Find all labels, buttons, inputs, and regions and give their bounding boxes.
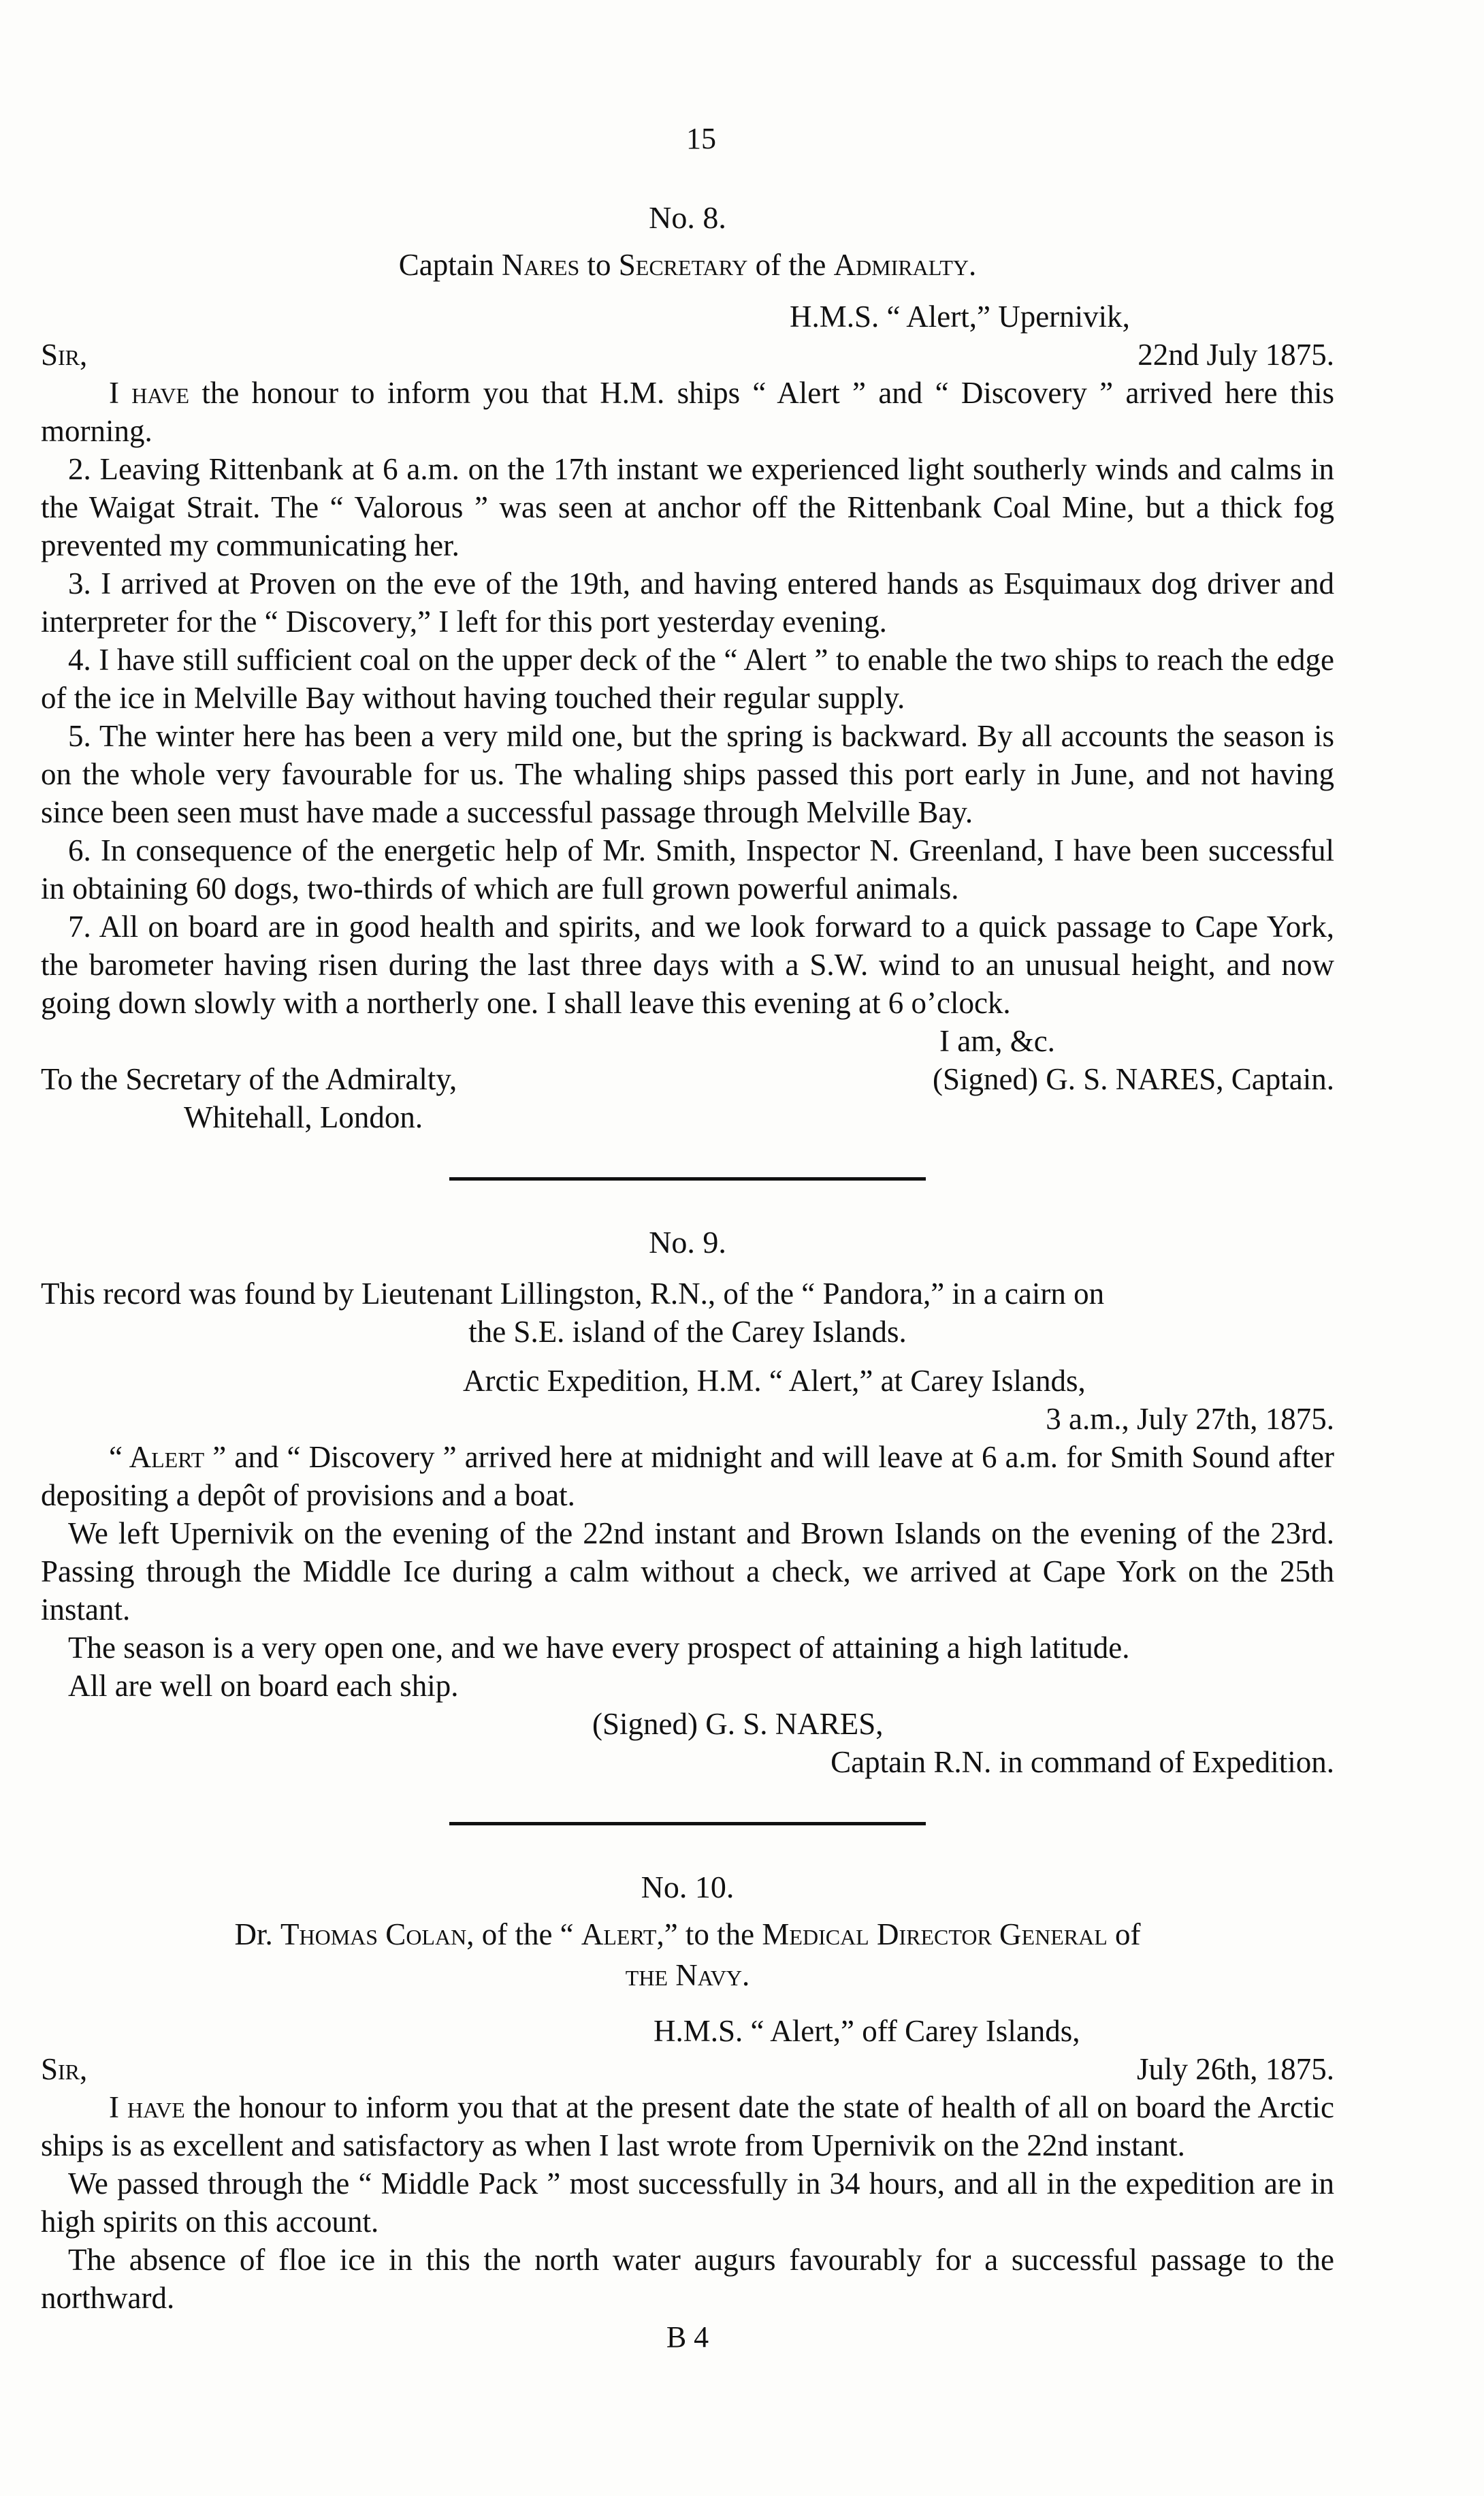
letter-10-para-3: The absence of floe ice in this the north water augurs favourably for a successful passage to the northward. — [41, 2243, 1334, 2315]
signature-mark: B 4 — [666, 2320, 709, 2354]
heading-ship: Alert — [581, 1917, 657, 1951]
section-number-9: No. 9. — [649, 1225, 726, 1260]
letter-10-date: July 26th, 1875. — [1136, 2052, 1334, 2086]
heading-text: Dr. — [234, 1917, 280, 1951]
recipient: To the Secretary of the Admiralty, — [41, 1062, 457, 1096]
heading-text: to — [579, 248, 619, 282]
letter-9-date: 3 a.m., July 27th, 1875. — [1046, 1402, 1334, 1436]
letter-8-para-1 — [41, 374, 1334, 450]
letter-9-para-1 — [41, 1438, 1334, 1514]
heading-director: Medical Director General — [762, 1917, 1108, 1951]
opening-words: “ Alert — [109, 1440, 205, 1474]
section-divider — [449, 1822, 926, 1825]
heading-text: of the — [747, 248, 834, 282]
heading-text: , of the “ — [466, 1917, 581, 1951]
letter-9-signature-title: Captain R.N. in command of Expedition. — [830, 1745, 1334, 1779]
letter-9-para-3: The season is a very open one, and we have every prospect of attaining a high latitude. — [68, 1631, 1130, 1665]
heading-secretary: Secretary — [618, 248, 748, 282]
opening-words: I have — [109, 376, 190, 410]
heading-name: Nares — [501, 248, 580, 282]
letter-9-para-2: We left Upernivik on the evening of the 22nd instant and Brown Islands on the evening of the 23rd. Passing through the Middle Ice during a calm without a check, we arrived at Cape York on the 25th instant. — [41, 1516, 1334, 1627]
page-number: 15 — [686, 122, 716, 155]
letter-8-para-3: 3. I arrived at Proven on the eve of the 19th, and having entered hands as Esquimaux dog driver and interpreter for the “ Discovery,” I left for this port yesterday evening. — [41, 566, 1334, 639]
para-text: the honour to inform you that at the present date the state of health of all on board the Arctic ships is as excellent and satisfactory as when I last wrote from Upernivik on the 22nd instant. — [41, 2090, 1334, 2162]
recipient-location: Whitehall, London. — [184, 1100, 423, 1134]
para-text: ” and “ Discovery ” arrived here at midnight and will leave at 6 a.m. for Smith Sound after depositing a depôt of provisions and a boat. — [41, 1440, 1334, 1512]
letter-8-para-7: 7. All on board are in good health and spirits, and we look forward to a quick passage to Cape York, the barometer having risen during the last three days with a S.W. wind to an unusual height, and now going down slowly with a northerly one. I shall leave this evening at 6 o’clock. — [41, 910, 1334, 1020]
section-number-8: No. 8. — [649, 200, 726, 235]
letter-9-signature: (Signed) G. S. NARES, — [592, 1707, 884, 1741]
para-text: the honour to inform you that H.M. ships “ Alert ” and “ Discovery ” arrived here this morning. — [41, 376, 1334, 448]
letter-8-para-2: 2. Leaving Rittenbank at 6 a.m. on the 17th instant we experienced light southerly winds and calms in the Waigat Strait. The “ Valorous ” was seen at anchor off the Rittenbank Coal Mine, but a thick fog prevented my communicating her. — [41, 452, 1334, 562]
heading-text: ,” to the — [656, 1917, 762, 1951]
heading-text: of — [1107, 1917, 1141, 1951]
letter-10-address: H.M.S. “ Alert,” off Carey Islands, — [654, 2014, 1080, 2048]
letter-8-closing: I am, &c. — [939, 1024, 1055, 1058]
letter-8-date: 22nd July 1875. — [1138, 338, 1334, 372]
letter-8-salutation-row — [41, 336, 1334, 374]
salutation: Sir, — [41, 2052, 88, 2086]
record-intro-cont: the S.E. island of the Carey Islands. — [468, 1315, 907, 1349]
page-column — [41, 109, 1334, 2354]
section-divider — [449, 1177, 926, 1181]
section-number-10: No. 10. — [641, 1870, 735, 1904]
letter-10-heading — [41, 1914, 1334, 1955]
letter-8-para-5: 5. The winter here has been a very mild one, but the spring is backward. By all accounts the season is on the whole very favourable for us. The whaling ships passed this port early in June, and not having since been seen must have made a successful passage through Melville Bay. — [41, 719, 1334, 829]
opening-words: I have — [109, 2090, 185, 2124]
letter-no-9 — [41, 1221, 1334, 1781]
heading-text: Captain — [398, 248, 502, 282]
letter-8-para-6: 6. In consequence of the energetic help of Mr. Smith, Inspector N. Greenland, I have been successful in obtaining 60 dogs, two-thirds of which are full grown powerful animals. — [41, 833, 1334, 906]
heading-name: Thomas Colan — [280, 1917, 467, 1951]
letter-9-para-4: All are well on board each ship. — [68, 1669, 459, 1703]
letter-10-salutation-row — [41, 2050, 1334, 2088]
letter-no-10 — [41, 1866, 1334, 2354]
record-intro: This record was found by Lieutenant Lillingston, R.N., of the “ Pandora,” in a cairn on — [41, 1277, 1105, 1311]
letter-no-8 — [41, 197, 1334, 1136]
letter-10-para-1 — [41, 2088, 1334, 2164]
salutation: Sir, — [41, 338, 88, 372]
letter-8-signature-row — [41, 1060, 1334, 1098]
letter-8-heading — [41, 244, 1334, 285]
signature: (Signed) G. S. NARES, Captain. — [933, 1062, 1334, 1096]
letter-8-para-4: 4. I have still sufficient coal on the upper deck of the “ Alert ” to enable the two ships to reach the edge of the ice in Melville Bay without having touched their regular supply. — [41, 643, 1334, 715]
letter-10-para-2: We passed through the “ Middle Pack ” most successfully in 34 hours, and all in the expedition are in high spirits on this account. — [41, 2166, 1334, 2239]
letter-9-address: Arctic Expedition, H.M. “ Alert,” at Carey Islands, — [463, 1364, 1086, 1398]
letter-10-heading-cont: the Navy. — [625, 1958, 750, 1992]
heading-admiralty: Admiralty. — [833, 248, 977, 282]
letter-8-address: H.M.S. “ Alert,” Upernivik, — [790, 300, 1130, 334]
